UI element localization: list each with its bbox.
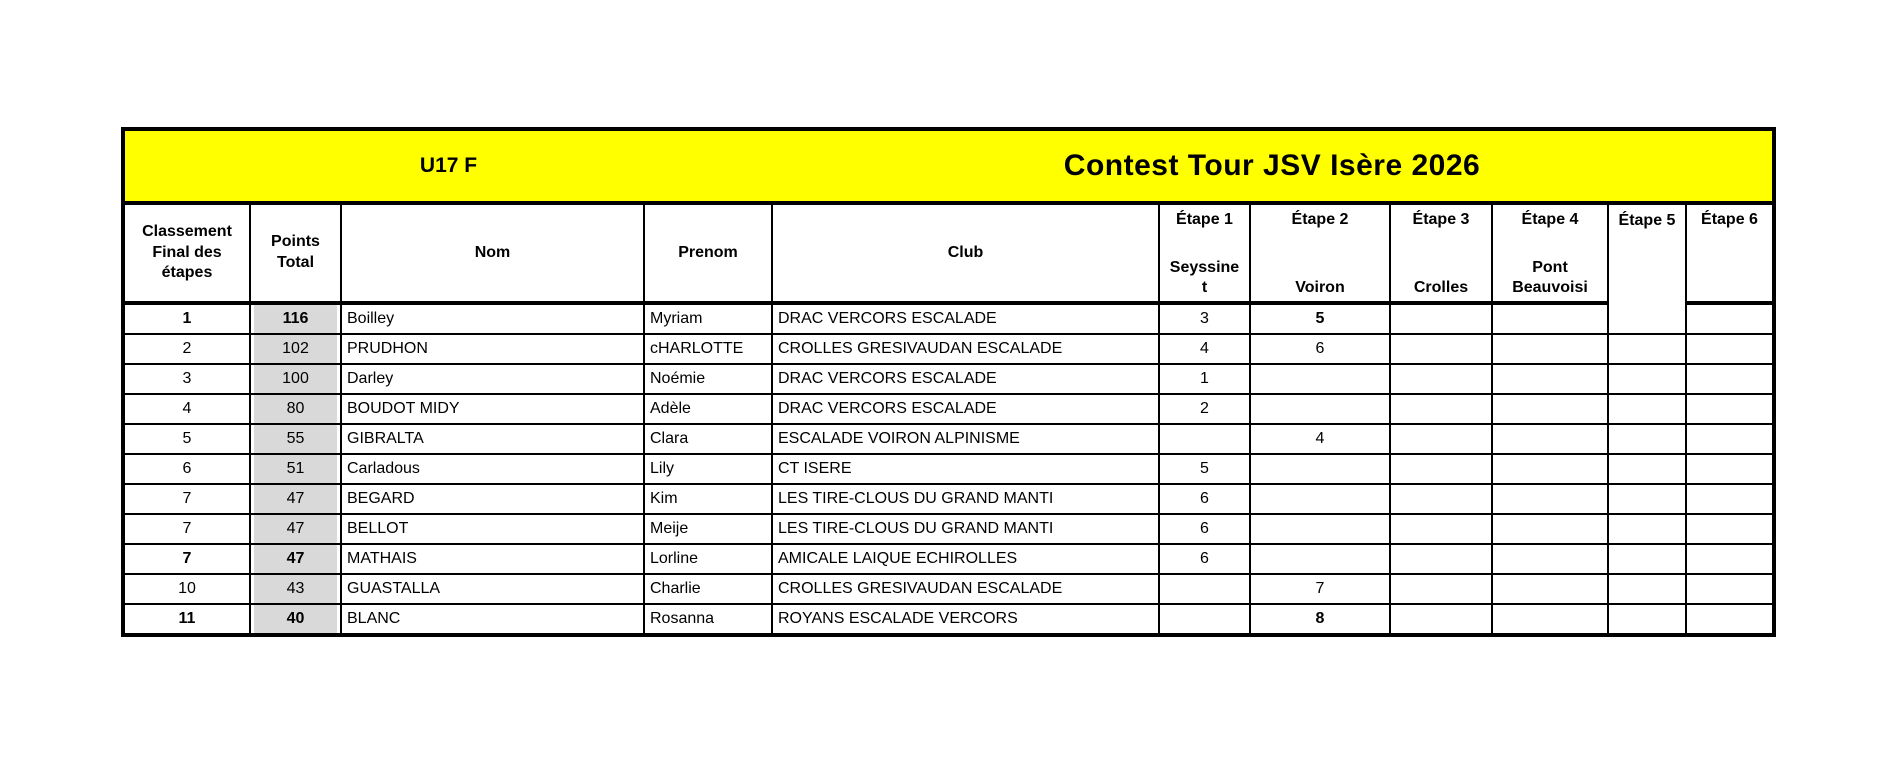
points-cell: 47 (250, 544, 341, 574)
etape-cell (1159, 424, 1250, 454)
etape-cell (1608, 514, 1686, 544)
header-rank: Classement Final des étapes (123, 203, 250, 303)
etape-cell: 8 (1250, 604, 1390, 635)
etape-cell (1492, 544, 1608, 574)
etape-cell (1492, 484, 1608, 514)
prenom-cell: cHARLOTTE (644, 334, 772, 364)
table-row (123, 454, 1774, 484)
prenom-cell: Lorline (644, 544, 772, 574)
etape-cell: 4 (1159, 334, 1250, 364)
etape-3-label: Étape 3 (1412, 211, 1470, 228)
rank-cell: 7 (123, 544, 250, 574)
nom-cell: BLANC (341, 604, 644, 635)
points-cell: 116 (250, 303, 341, 334)
points-cell: 40 (250, 604, 341, 635)
header-etape-6 (1686, 203, 1774, 303)
nom-cell: BEGARD (341, 484, 644, 514)
table-row (123, 303, 1774, 334)
club-cell: CROLLES GRESIVAUDAN ESCALADE (772, 334, 1159, 364)
club-cell: LES TIRE-CLOUS DU GRAND MANTI (772, 514, 1159, 544)
etape-cell (1608, 364, 1686, 394)
etape-cell (1390, 544, 1492, 574)
etape-cell (1492, 364, 1608, 394)
rank-cell: 7 (123, 514, 250, 544)
etape-cell (1608, 394, 1686, 424)
etape-cell (1608, 574, 1686, 604)
etape-cell (1390, 454, 1492, 484)
prenom-cell: Clara (644, 424, 772, 454)
header-etape-3 (1390, 203, 1492, 303)
etape-cell (1390, 394, 1492, 424)
etape-cell (1608, 454, 1686, 484)
etape-cell (1608, 484, 1686, 514)
nom-cell: Boilley (341, 303, 644, 334)
rank-cell: 11 (123, 604, 250, 635)
etape-cell (1390, 484, 1492, 514)
rank-cell: 6 (123, 454, 250, 484)
competition-title: Contest Tour JSV Isère 2026 (1063, 149, 1481, 182)
points-cell: 55 (250, 424, 341, 454)
etape-2-label: Étape 2 (1291, 211, 1349, 228)
club-cell: LES TIRE-CLOUS DU GRAND MANTI (772, 484, 1159, 514)
points-cell: 100 (250, 364, 341, 394)
etape-cell (1250, 544, 1390, 574)
rank-cell: 2 (123, 334, 250, 364)
club-cell: DRAC VERCORS ESCALADE (772, 364, 1159, 394)
competition-band-cell (772, 129, 1774, 203)
etape-cell: 5 (1159, 454, 1250, 484)
prenom-cell: Rosanna (644, 604, 772, 635)
rank-cell: 7 (123, 484, 250, 514)
club-cell: DRAC VERCORS ESCALADE (772, 394, 1159, 424)
table-row (123, 364, 1774, 394)
category-title: U17 F (419, 154, 478, 177)
etape-cell: 6 (1159, 514, 1250, 544)
etape-cell: 7 (1250, 574, 1390, 604)
points-cell: 47 (250, 484, 341, 514)
etape-cell (1686, 574, 1774, 604)
header-etape-2 (1250, 203, 1390, 303)
table-row (123, 334, 1774, 364)
rank-cell: 4 (123, 394, 250, 424)
etape-1-label: Étape 1 (1176, 211, 1233, 228)
etape-cell (1492, 394, 1608, 424)
nom-cell: Darley (341, 364, 644, 394)
header-points: Points Total (250, 203, 341, 303)
etape-cell (1492, 424, 1608, 454)
table-row (123, 514, 1774, 544)
etape-3-location: Crolles (1413, 279, 1469, 296)
header-etape-5 (1608, 203, 1686, 303)
club-cell: DRAC VERCORS ESCALADE (772, 303, 1159, 334)
table-row (123, 604, 1774, 635)
etape-cell (1250, 514, 1390, 544)
prenom-cell: Lily (644, 454, 772, 484)
points-cell: 51 (250, 454, 341, 484)
etape-cell (1250, 454, 1390, 484)
etape-cell: 2 (1159, 394, 1250, 424)
table-row (123, 484, 1774, 514)
etape-cell (1492, 604, 1608, 635)
etape-4-label: Étape 4 (1521, 211, 1579, 228)
etape-6-label: Étape 6 (1701, 211, 1758, 228)
etape-cell (1686, 514, 1774, 544)
header-nom: Nom (341, 203, 644, 303)
etape-cell (1390, 604, 1492, 635)
table-row (123, 544, 1774, 574)
table-head (123, 129, 1774, 303)
etape-cell (1492, 303, 1608, 334)
etape-4-location: Pont Beauvoisi (1512, 259, 1588, 296)
prenom-cell: Noémie (644, 364, 772, 394)
etape-cell (1608, 334, 1686, 364)
etape-cell (1608, 604, 1686, 635)
nom-cell: Carladous (341, 454, 644, 484)
etape-cell (1250, 484, 1390, 514)
points-cell: 47 (250, 514, 341, 544)
etape-cell (1390, 514, 1492, 544)
etape-cell (1390, 364, 1492, 394)
category-band-cell (123, 129, 772, 203)
header-etape-4 (1492, 203, 1608, 303)
etape-cell (1492, 514, 1608, 544)
nom-cell: BOUDOT MIDY (341, 394, 644, 424)
etape-cell (1250, 364, 1390, 394)
etape-cell (1686, 604, 1774, 635)
prenom-cell: Kim (644, 484, 772, 514)
etape-cell (1686, 364, 1774, 394)
rank-cell: 1 (123, 303, 250, 334)
etape-5-label: Étape 5 (1618, 212, 1676, 229)
club-cell: AMICALE LAIQUE ECHIROLLES (772, 544, 1159, 574)
results-body (123, 303, 1774, 635)
header-prenom: Prenom (644, 203, 772, 303)
results-table (121, 127, 1776, 637)
etape-cell (1159, 604, 1250, 635)
etape-cell (1608, 544, 1686, 574)
table-row (123, 394, 1774, 424)
etape-cell (1686, 394, 1774, 424)
etape-cell (1250, 394, 1390, 424)
title-band (123, 129, 1774, 203)
nom-cell: GUASTALLA (341, 574, 644, 604)
nom-cell: MATHAIS (341, 544, 644, 574)
rank-cell: 5 (123, 424, 250, 454)
club-cell: ROYANS ESCALADE VERCORS (772, 604, 1159, 635)
prenom-cell: Adèle (644, 394, 772, 424)
etape-cell (1492, 454, 1608, 484)
etape-cell: 6 (1159, 484, 1250, 514)
etape-cell: 5 (1250, 303, 1390, 334)
points-cell: 102 (250, 334, 341, 364)
club-cell: CT ISERE (772, 454, 1159, 484)
table-row (123, 424, 1774, 454)
rank-cell: 3 (123, 364, 250, 394)
etape-cell (1608, 424, 1686, 454)
etape-cell: 4 (1250, 424, 1390, 454)
nom-cell: PRUDHON (341, 334, 644, 364)
etape-cell: 6 (1159, 544, 1250, 574)
prenom-cell: Meije (644, 514, 772, 544)
etape-cell (1390, 574, 1492, 604)
prenom-cell: Charlie (644, 574, 772, 604)
etape-cell (1492, 574, 1608, 604)
header-etape-1 (1159, 203, 1250, 303)
etape-cell (1686, 334, 1774, 364)
points-cell: 80 (250, 394, 341, 424)
etape-cell (1686, 484, 1774, 514)
etape-cell (1686, 303, 1774, 334)
nom-cell: BELLOT (341, 514, 644, 544)
etape-1-location: Seyssinet (1169, 259, 1240, 296)
nom-cell: GIBRALTA (341, 424, 644, 454)
etape-cell (1686, 424, 1774, 454)
etape-cell (1390, 303, 1492, 334)
rank-cell: 10 (123, 574, 250, 604)
etape-cell (1608, 303, 1686, 334)
column-header-row (123, 203, 1774, 303)
table-row (123, 574, 1774, 604)
etape-cell: 1 (1159, 364, 1250, 394)
club-cell: CROLLES GRESIVAUDAN ESCALADE (772, 574, 1159, 604)
points-cell: 43 (250, 574, 341, 604)
header-club: Club (772, 203, 1159, 303)
etape-cell (1390, 334, 1492, 364)
etape-cell (1159, 574, 1250, 604)
etape-cell (1686, 454, 1774, 484)
prenom-cell: Myriam (644, 303, 772, 334)
etape-cell (1492, 334, 1608, 364)
etape-cell (1686, 544, 1774, 574)
etape-cell: 6 (1250, 334, 1390, 364)
club-cell: ESCALADE VOIRON ALPINISME (772, 424, 1159, 454)
etape-cell: 3 (1159, 303, 1250, 334)
etape-cell (1390, 424, 1492, 454)
etape-2-location: Voiron (1295, 279, 1345, 296)
